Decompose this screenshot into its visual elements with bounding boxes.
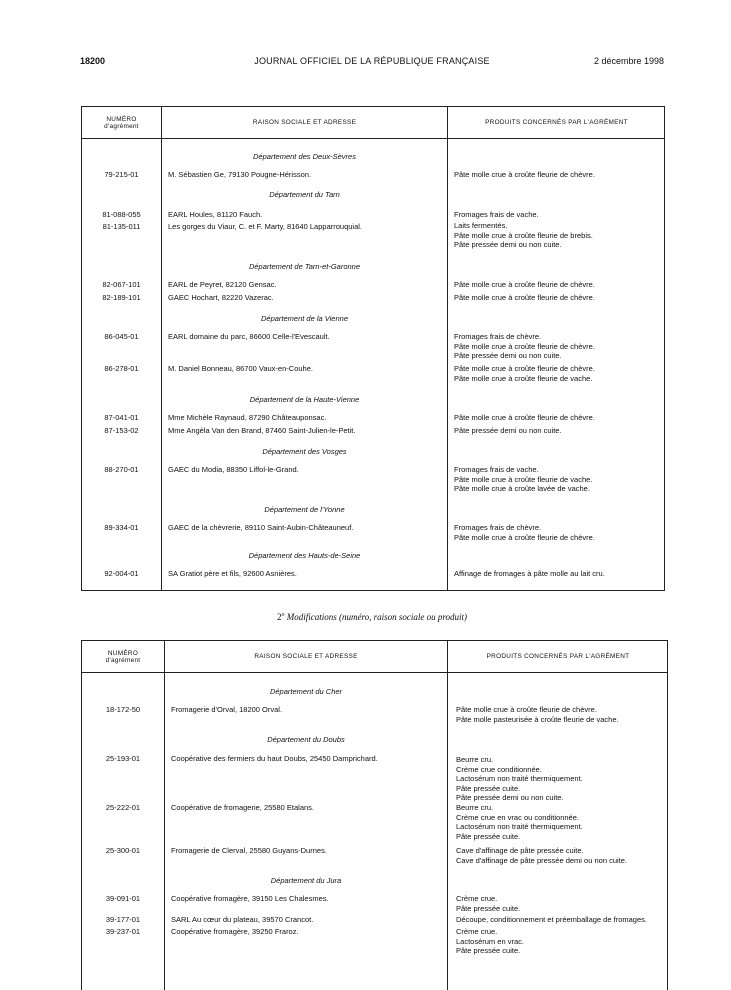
page-number: 18200 <box>80 56 106 66</box>
company-address: SA Gratiot père et fils, 92600 Asnières. <box>168 569 297 578</box>
approval-number: 86-045-01 <box>104 332 139 341</box>
department-heading: Département des Hauts-de-Seine <box>248 551 361 560</box>
approval-number: 79-215-01 <box>104 170 139 179</box>
company-address: SARL Au cœur du plateau, 39570 Crancot. <box>171 915 314 924</box>
product-list: Affinage de fromages à pâte molle au lait cru. <box>454 569 605 578</box>
company-address: GAEC de la chèvrerie, 89110 Saint-Aubin-Châteauneuf. <box>168 523 354 532</box>
company-address: Les gorges du Viaur, C. et F. Marty, 81640 Lapparrouquial. <box>168 222 363 231</box>
approval-number: 81-135-011 <box>102 222 141 231</box>
approval-number: 25-193-01 <box>105 754 141 763</box>
publication-date: 2 décembre 1998 <box>593 56 664 66</box>
company-address: Fromagerie d'Orval, 18200 Orval. <box>171 705 283 714</box>
product-list: Fromages frais de vache. <box>454 210 539 219</box>
department-heading: Département des Vosges <box>262 447 347 456</box>
company-address: EARL domaine du parc, 86600 Celle-l'Evescault. <box>168 332 330 341</box>
product-list: Pâte molle crue à croûte fleurie de chèvre. <box>454 413 595 422</box>
approval-number: 39-091-01 <box>105 894 141 903</box>
approval-number: 87-153-02 <box>104 426 139 435</box>
table-header <box>82 107 664 139</box>
modifications-table <box>81 640 668 990</box>
product-list: Laits fermentés. Pâte molle crue à croûte fleurie de brebis. Pâte pressée demi ou non cuite. <box>454 221 593 250</box>
company-address: GAEC du Modia, 88350 Liffol-le-Grand. <box>168 465 299 474</box>
col-header-address: RAISON SOCIALE ET ADRESSE <box>252 119 357 127</box>
approval-number: 92-004-01 <box>104 569 139 578</box>
product-list: Beurre cru. Crème crue en vrac ou conditionnée. Lactosérum non traité thermiquement. Pâte pressée cuite. <box>456 803 583 841</box>
product-list: Crème crue. Pâte pressée cuite. <box>456 894 521 913</box>
company-address: GAEC Hochart, 82220 Vazerac. <box>168 293 274 302</box>
section-title: 2$^o$ Modifications (numéro, raison sociale ou produit) <box>276 612 468 622</box>
product-list: Crème crue. Lactosérum en vrac. Pâte pressée cuite. <box>456 927 524 956</box>
approval-number: 89-334-01 <box>104 523 139 532</box>
product-list: Pâte molle crue à croûte fleurie de chèvre. <box>454 293 595 302</box>
approval-number: 25-222-01 <box>105 803 141 812</box>
product-list: Pâte molle crue à croûte fleurie de chèvre. <box>454 170 595 179</box>
product-list: Fromages frais de vache. Pâte molle crue à croûte fleurie de vache. Pâte molle crue à croûte lavée de vache. <box>454 465 593 494</box>
department-heading: Département du Cher <box>269 687 343 696</box>
approval-number: 87-041-01 <box>104 413 139 422</box>
product-list: Fromages frais de chèvre. Pâte molle crue à croûte fleurie de chèvre. Pâte pressée demi ou non cuite. <box>454 332 595 361</box>
department-heading: Département de la Haute-Vienne <box>249 395 360 404</box>
approval-number: 82-067-101 <box>102 280 141 289</box>
approval-number: 81-088-055 <box>102 210 141 219</box>
company-address: EARL de Peyret, 82120 Gensac. <box>168 280 277 289</box>
company-address: Coopérative de fromagerie, 25580 Etalans. <box>171 803 315 812</box>
approval-number: 86-278-01 <box>104 364 139 373</box>
company-address: M. Sébastien Ge, 79130 Pougne-Hérisson. <box>168 170 312 179</box>
col-header-number: NUMÉRO d'agrément <box>105 649 141 664</box>
department-heading: Département de Tarn-et-Garonne <box>248 262 361 271</box>
company-address: Mme Michèle Raynaud, 87290 Châteauponsac. <box>168 413 327 422</box>
table-header <box>82 641 667 673</box>
company-address: Coopérative fromagère, 39250 Fraroz. <box>171 927 299 936</box>
col-header-address: RAISON SOCIALE ET ADRESSE <box>254 653 358 661</box>
product-list: Pâte molle crue à croûte fleurie de chèvre. <box>454 280 595 289</box>
product-list: Pâte molle crue à croûte fleurie de chèvre. Pâte molle crue à croûte fleurie de vache. <box>454 364 595 383</box>
product-list: Fromages frais de chèvre. Pâte molle crue à croûte fleurie de chèvre. <box>454 523 595 542</box>
col-header-products: PRODUITS CONCERNÉS PAR L'AGRÉMENT <box>486 653 630 661</box>
department-heading: Département des Deux-Sèvres <box>253 152 356 161</box>
department-heading: Département du Tarn <box>269 190 340 199</box>
approval-number: 25-300-01 <box>105 846 141 855</box>
col-header-number: NUMÉRO d'agrément <box>104 115 139 130</box>
journal-title: JOURNAL OFFICIEL DE LA RÉPUBLIQUE FRANÇAISE <box>254 56 490 66</box>
approval-number: 39-237-01 <box>105 927 141 936</box>
department-heading: Département de la Vienne <box>260 314 348 323</box>
approvals-table <box>81 106 665 591</box>
product-list: Découpe, conditionnement et préemballage de fromages. <box>456 915 647 924</box>
department-heading: Département du Doubs <box>267 735 345 744</box>
col-header-products: PRODUITS CONCERNÉS PAR L'AGRÉMENT <box>485 119 628 127</box>
approval-number: 82-189-101 <box>102 293 141 302</box>
approval-number: 18-172-50 <box>105 705 141 714</box>
page-header <box>80 56 664 70</box>
company-address: Mme Angèla Van den Brand, 87460 Saint-Julien-le-Petit. <box>168 426 356 435</box>
approval-number: 39-177-01 <box>105 915 141 924</box>
table-body <box>82 139 664 590</box>
company-address: M. Daniel Bonneau, 86700 Vaux-en-Couhe. <box>168 364 313 373</box>
company-address: Coopérative fromagère, 39150 Les Chalesmes. <box>171 894 329 903</box>
product-list: Pâte pressée demi ou non cuite. <box>454 426 562 435</box>
approval-number: 88-270-01 <box>104 465 139 474</box>
company-address: EARL Houles, 81120 Fauch. <box>168 210 263 219</box>
department-heading: Département de l'Yonne <box>264 505 345 514</box>
company-address: Coopérative des fermiers du haut Doubs, 25450 Damprichard. <box>171 754 378 763</box>
product-list: Pâte molle crue à croûte fleurie de chèvre. Pâte molle pasteurisée à croûte fleurie de vache. <box>456 705 619 724</box>
department-heading: Département du Jura <box>270 876 342 885</box>
product-list: Beurre cru. Crème crue conditionnée. Lactosérum non traité thermiquement. Pâte pressée cuite. Pâte pressée demi ou non cuite. <box>456 755 583 803</box>
product-list: Cave d'affinage de pâte pressée cuite. Cave d'affinage de pâte pressée demi ou non cuite. <box>456 846 627 865</box>
company-address: Fromagerie de Clerval, 25580 Guyans-Durnes. <box>171 846 327 855</box>
table-body <box>82 673 667 990</box>
